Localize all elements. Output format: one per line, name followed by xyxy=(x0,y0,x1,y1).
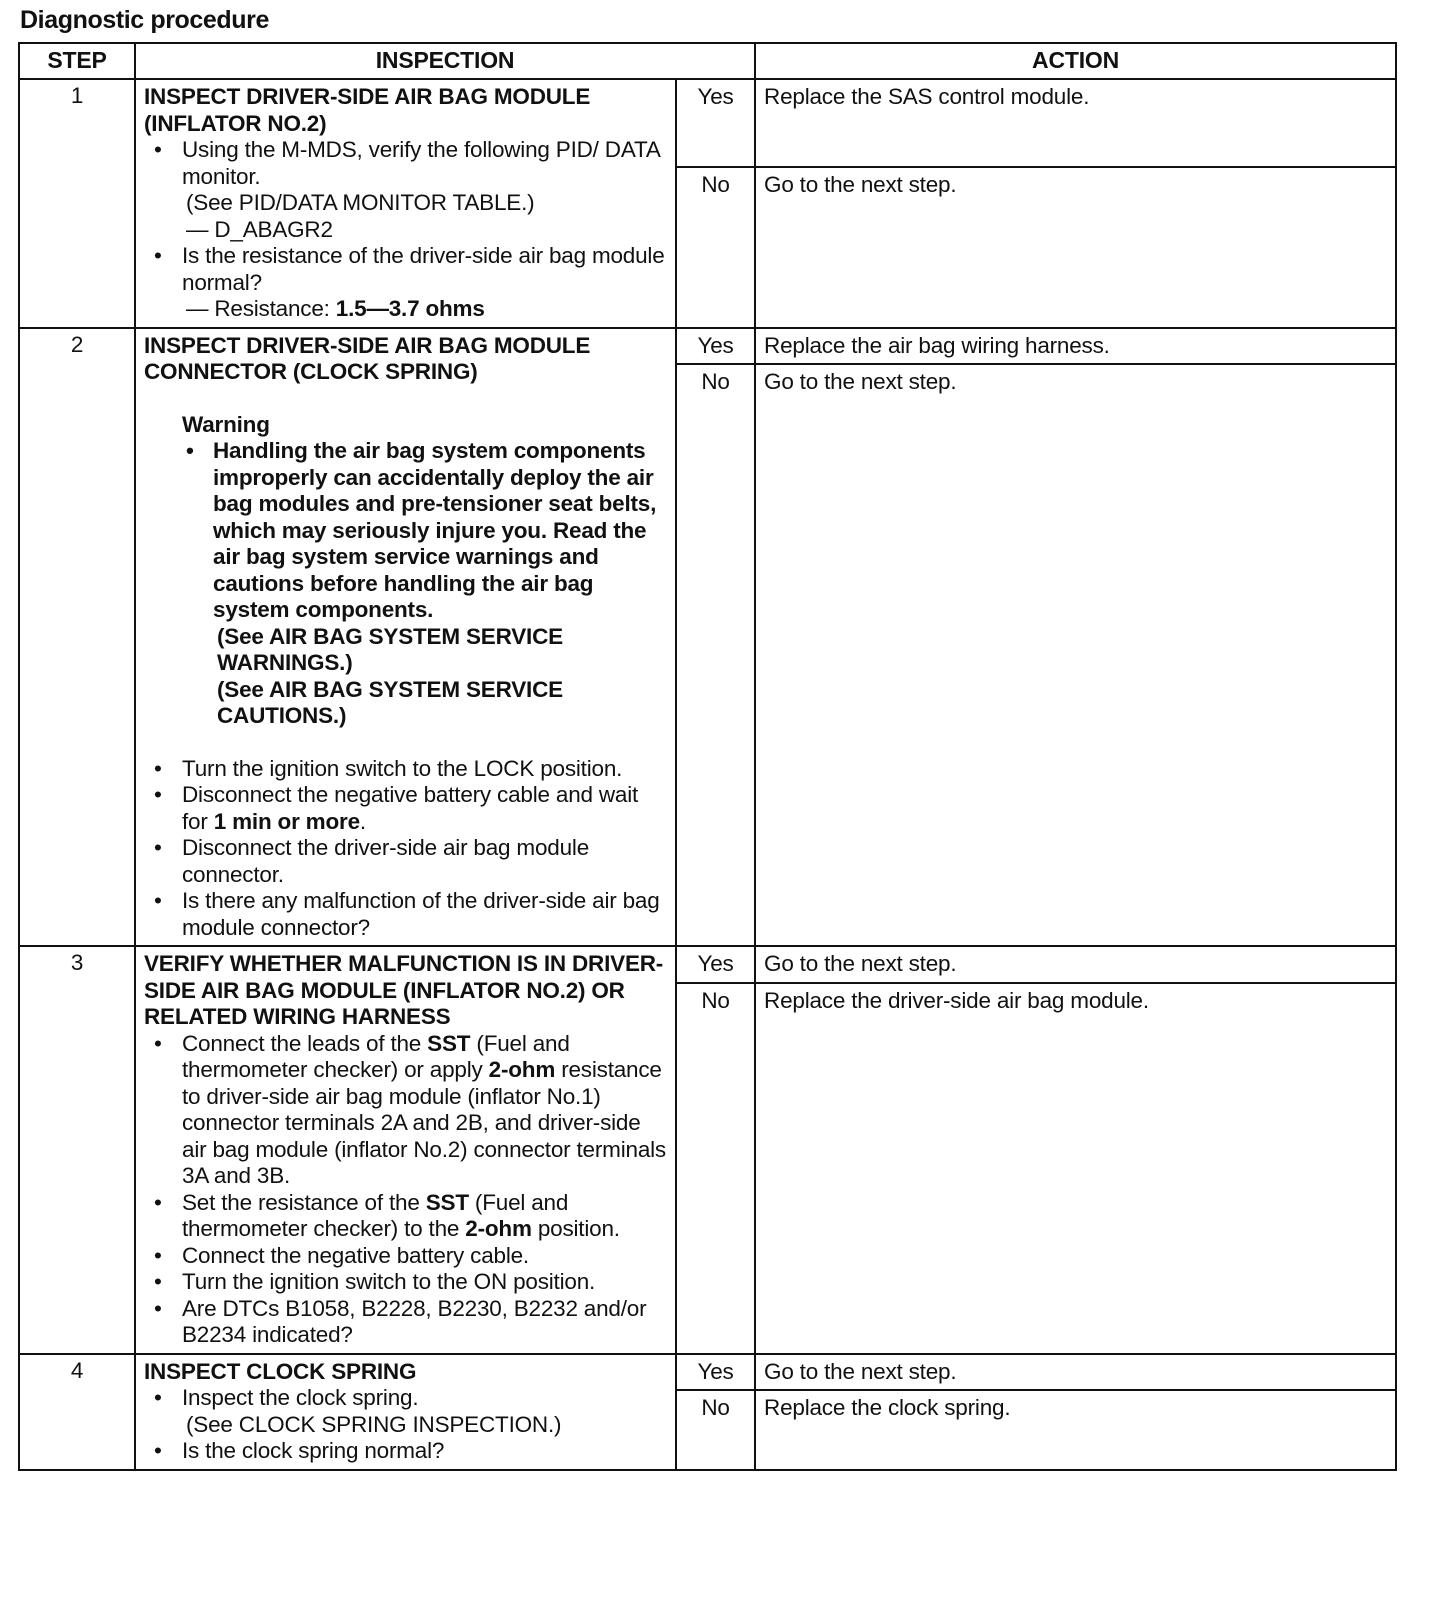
page-title: Diagnostic procedure xyxy=(20,6,269,34)
header-inspection: INSPECTION xyxy=(135,43,755,79)
bullet-text: Disconnect the negative battery cable and wait for xyxy=(182,782,639,834)
spec-value: 1.5—3.7 ohms xyxy=(335,296,485,321)
warning-text: Handling the air bag system components improperly can accidentally deploy the air bag modules and pre-tensioner seat belts, which may seriously injure you. Read the air bag system service warnings and cautions before handling the air bag system components. xyxy=(213,438,657,622)
list-item: • Are DTCs B1058, B2228, B2230, B2232 and/or B2234 indicated? xyxy=(144,1296,669,1349)
no-label: No xyxy=(676,1390,755,1470)
list-item xyxy=(144,137,669,243)
bullet-text: Is the resistance of the driver-side air bag module normal? xyxy=(182,243,665,295)
step-number: 3 xyxy=(19,946,135,1354)
table-row xyxy=(19,1354,1396,1391)
list-item: • Is the clock spring normal? xyxy=(144,1438,669,1465)
step-number: 2 xyxy=(19,328,135,947)
resistance-spec xyxy=(182,296,669,323)
step-heading: INSPECT DRIVER-SIDE AIR BAG MODULE CONNECTOR (CLOCK SPRING) xyxy=(144,332,591,384)
bullet-text: Using the M-MDS, verify the following PID/ DATA monitor. xyxy=(182,137,660,189)
reference-link: (See PID/DATA MONITOR TABLE.) xyxy=(186,190,535,215)
spec-label: — Resistance: xyxy=(186,296,336,321)
warning-title: Warning xyxy=(182,411,270,437)
list-item xyxy=(144,1190,669,1243)
step-inspection xyxy=(135,1354,676,1470)
bullet-text: (Fuel and thermometer checker) or apply xyxy=(182,1030,570,1082)
diagnostic-procedure-table xyxy=(18,42,1397,1471)
list-item: • Connect the negative battery cable. xyxy=(144,1243,669,1270)
reference-link: (See AIR BAG SYSTEM SERVICE WARNINGS.) xyxy=(217,623,563,675)
step-inspection xyxy=(135,328,676,947)
list-item: • Disconnect the driver-side air bag module connector. xyxy=(144,835,669,888)
step-heading: VERIFY WHETHER MALFUNCTION IS IN DRIVER-SIDE AIR BAG MODULE (INFLATOR NO.2) OR RELATED WIRING HARNESS xyxy=(144,951,664,1029)
header-step: STEP xyxy=(19,43,135,79)
no-label: No xyxy=(676,364,755,946)
list-item xyxy=(144,1031,669,1190)
no-action: Replace the clock spring. xyxy=(755,1390,1396,1470)
table-row xyxy=(19,946,1396,983)
bullet-list xyxy=(144,137,669,323)
no-action: Go to the next step. xyxy=(755,364,1396,946)
no-action: Replace the driver-side air bag module. xyxy=(755,983,1396,1354)
yes-action: Replace the SAS control module. xyxy=(755,79,1396,167)
warning-list xyxy=(182,438,669,730)
table-header-row xyxy=(19,43,1396,79)
sst-term: SST xyxy=(425,1189,469,1215)
bullet-list xyxy=(144,1031,669,1349)
list-item: • Turn the ignition switch to the LOCK position. xyxy=(144,756,669,783)
wait-time: 1 min or more xyxy=(213,808,360,834)
bullet-text: resistance to driver-side air bag module (inflator No.1) connector terminals 2A and 2B, and driver-side air bag module (inflator No.2) connector terminals 3A and 3B. xyxy=(182,1057,666,1188)
yes-action: Go to the next step. xyxy=(755,1354,1396,1391)
step-heading: INSPECT DRIVER-SIDE AIR BAG MODULE (INFLATOR NO.2) xyxy=(144,84,591,136)
list-item xyxy=(144,782,669,835)
reference-link: (See CLOCK SPRING INSPECTION.) xyxy=(186,1411,562,1437)
reference-link: (See AIR BAG SYSTEM SERVICE CAUTIONS.) xyxy=(217,676,563,728)
bullet-text: Connect the leads of the xyxy=(182,1030,428,1056)
no-label: No xyxy=(676,167,755,328)
resistance-value: 2-ohm xyxy=(465,1216,532,1241)
step-number: 4 xyxy=(19,1354,135,1470)
yes-label: Yes xyxy=(676,328,755,365)
yes-action: Replace the air bag wiring harness. xyxy=(755,328,1396,365)
no-action: Go to the next step. xyxy=(755,167,1396,328)
bullet-text: (Fuel and thermometer checker) to the xyxy=(182,1189,569,1241)
bullet-text: position. xyxy=(531,1216,620,1241)
header-action: ACTION xyxy=(755,43,1396,79)
bullet-text: . xyxy=(359,808,366,834)
yes-label: Yes xyxy=(676,946,755,983)
list-item xyxy=(182,438,669,730)
yes-label: Yes xyxy=(676,79,755,167)
table-row xyxy=(19,79,1396,167)
list-item xyxy=(144,1385,669,1438)
step-number: 1 xyxy=(19,79,135,328)
resistance-value: 2-ohm xyxy=(488,1057,556,1082)
no-label: No xyxy=(676,983,755,1354)
yes-label: Yes xyxy=(676,1354,755,1391)
list-item: • Turn the ignition switch to the ON position. xyxy=(144,1269,669,1296)
step-heading: INSPECT CLOCK SPRING xyxy=(144,1358,417,1384)
warning-block xyxy=(182,412,669,730)
bullet-text: Inspect the clock spring. xyxy=(182,1385,419,1410)
table-row xyxy=(19,328,1396,365)
sst-term: SST xyxy=(427,1030,471,1056)
step-inspection xyxy=(135,79,676,328)
list-item xyxy=(144,243,669,323)
yes-action: Go to the next step. xyxy=(755,946,1396,983)
list-item: • Is there any malfunction of the driver-side air bag module connector? xyxy=(144,888,669,941)
bullet-list xyxy=(144,1385,669,1465)
step-inspection xyxy=(135,946,676,1354)
bullet-list xyxy=(144,756,669,942)
pid-name: — D_ABAGR2 xyxy=(186,216,333,242)
bullet-text: Set the resistance of the xyxy=(182,1189,426,1215)
